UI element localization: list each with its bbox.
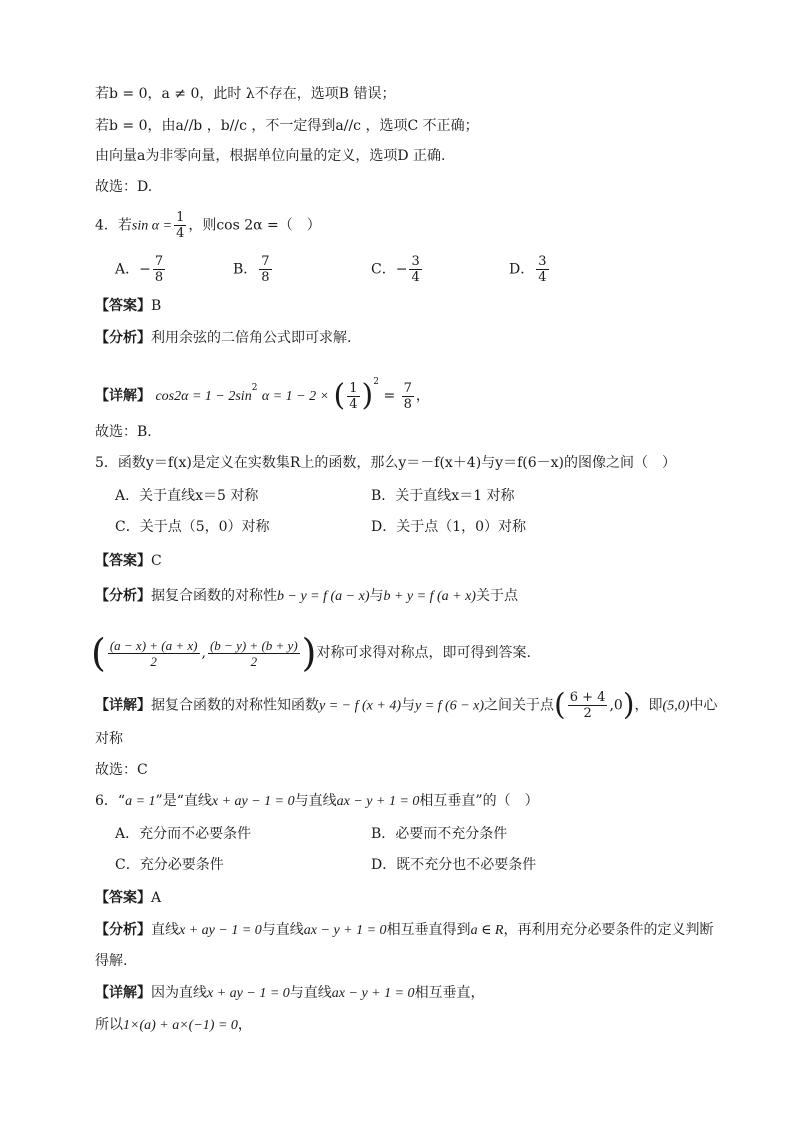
q5-stem: 5．函数y＝f(x)是定义在实数集R上的函数，那么y＝－f(x＋4)与y＝f(6－x)的图像之间（ ） <box>95 455 676 471</box>
q4-stem-fraction: $\frac{1}{4}$ <box>176 210 185 241</box>
q3-conclusion: 故选：D. <box>95 179 153 195</box>
q4-stem-expr: sin α = <box>131 218 173 234</box>
q4-conclusion: 故选：B. <box>95 424 152 440</box>
detail-tag: 【详解】 <box>95 697 151 714</box>
q6-option-a: A．充分而不必要条件 <box>115 826 252 842</box>
q6-detail: 【详解】因为直线x + ay − 1 = 0与直线ax − y + 1 = 0相互垂直， <box>95 985 485 1001</box>
detail-tag: 【详解】 <box>95 388 151 404</box>
q6-option-d: D．既不充分也不必要条件 <box>371 857 537 873</box>
answer-tag: 【答案】 <box>95 298 151 314</box>
q4-option-c: C．− $\frac{3}{4}$ <box>371 254 420 285</box>
answer-tag: 【答案】 <box>95 890 151 906</box>
q4-answer: 【答案】B <box>95 298 162 314</box>
q3-line-3: 由向量a为非零向量，根据单位向量的定义，选项D 正确. <box>95 148 446 164</box>
q5-option-d: D．关于点（1，0）对称 <box>371 519 527 535</box>
q5-analysis-point: ( $\frac{(a - x) + (a + x)}{2}$ , $\frac{(b - y) + (b + y)}{2}$ )对称可求得对称点，即可得到答案. <box>91 631 531 675</box>
q5-option-a: A．关于直线x＝5 对称 <box>115 488 259 504</box>
q6-option-c: C．充分必要条件 <box>115 857 224 873</box>
q4-analysis: 【分析】利用余弦的二倍角公式即可求解. <box>95 330 352 346</box>
analysis-tag: 【分析】 <box>95 922 151 938</box>
q5-conclusion: 故选：C <box>95 762 148 778</box>
q6-stem: 6．“a = 1”是“直线x + ay − 1 = 0与直线ax − y + 1 = 0相互垂直”的（ ） <box>95 793 539 809</box>
analysis-tag: 【分析】 <box>95 330 151 346</box>
q5-answer: 【答案】C <box>95 553 162 569</box>
q4-stem: 4．若sin α = $\frac{1}{4}$ ，则cos 2α =（ ） <box>95 210 321 241</box>
q5-analysis: 【分析】据复合函数的对称性b − y = f (a − x)与b + y = f (a + x)关于点 <box>95 588 518 604</box>
q4-option-d: D． $\frac{3}{4}$ <box>509 254 547 285</box>
q6-analysis: 【分析】直线x + ay − 1 = 0与直线ax − y + 1 = 0相互垂直得到a ∈ R，再利用充分必要条件的定义判断 <box>95 922 714 938</box>
q4-detail: 【详解】 $\cos 2\alpha = 1 - 2\sin^2$ α = 1 − 2 × ( $\frac{1}{4}$ )$^2$ = $\frac{7}{8}$ ， <box>95 377 430 413</box>
q6-answer: 【答案】A <box>95 890 162 906</box>
q6-option-b: B．必要而不充分条件 <box>371 826 508 842</box>
q4-option-a: A．− $\frac{7}{8}$ <box>115 254 164 285</box>
q6-detail-equation: 所以1×(a) + a×(−1) = 0， <box>95 1017 252 1033</box>
q3-line-2: 若b = 0，由a//b ，b//c ，不一定得到a//c ，选项C 不正确； <box>95 118 479 134</box>
q5-detail-wrap: 对称 <box>95 731 123 747</box>
q5-option-c: C．关于点（5，0）对称 <box>115 519 270 535</box>
q3-line-1: 若b = 0，a ≠ 0，此时 λ不存在，选项B 错误； <box>95 86 396 102</box>
detail-tag: 【详解】 <box>95 985 151 1001</box>
analysis-tag: 【分析】 <box>95 588 151 604</box>
q4-option-b: B． $\frac{7}{8}$ <box>233 254 270 285</box>
q5-option-b: B．关于直线x＝1 对称 <box>371 488 515 504</box>
answer-tag: 【答案】 <box>95 553 151 569</box>
q6-analysis-wrap: 得解. <box>95 953 128 969</box>
q5-detail: 【详解】据复合函数的对称性知函数y = − f (x + 4)与y = f (6 − x)之间关于点( $\frac{6 + 4}{2}$ ,0)，即(5,0)中心 <box>95 687 718 723</box>
